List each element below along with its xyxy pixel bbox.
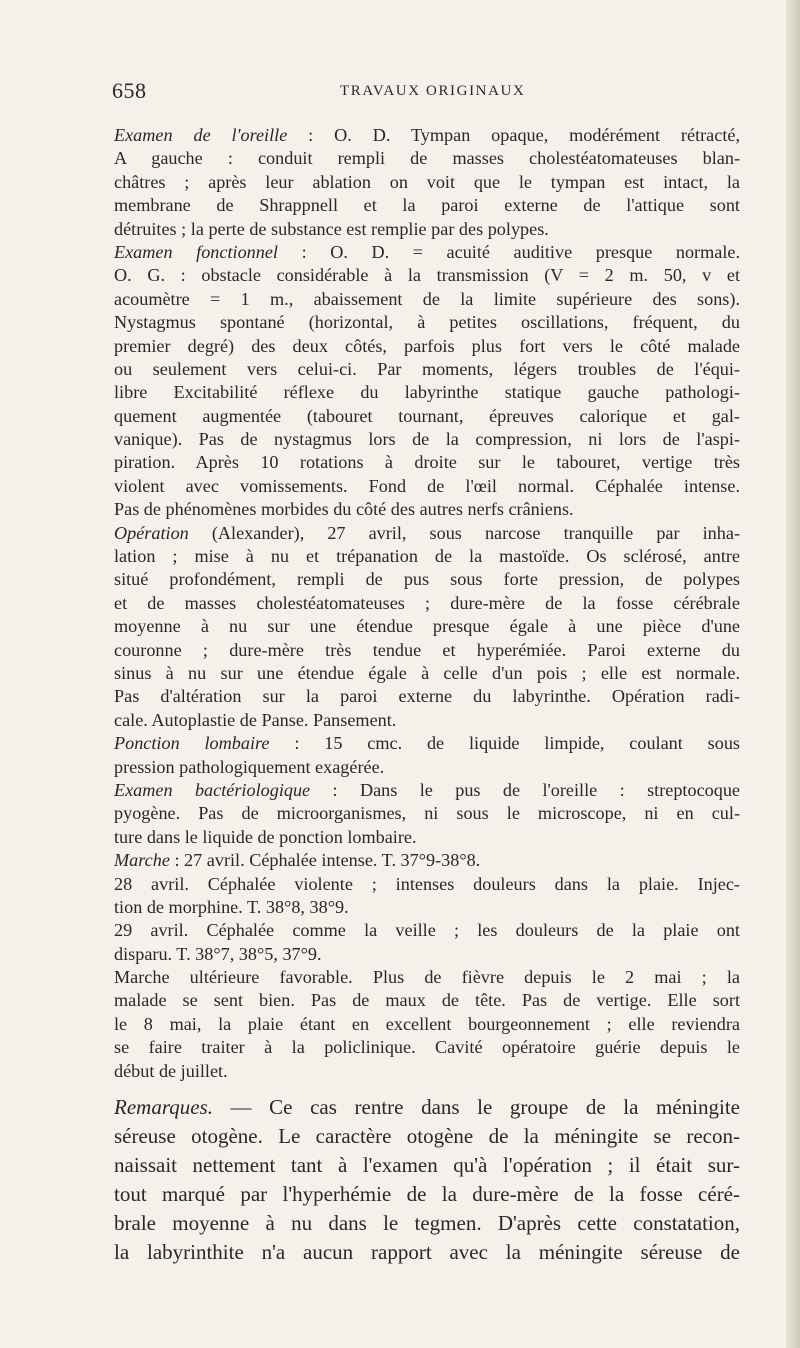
paragraph: [114, 241, 740, 522]
line-text: : O. D. Tympan opaque, modérément rétracté,: [287, 125, 740, 145]
line-text: A gauche : conduit rempli de masses cholestéatomateuses blan-: [114, 148, 740, 169]
text-line: [114, 826, 740, 849]
text-line: [114, 779, 740, 802]
line-text: moyenne à nu sur une étendue presque égale à une pièce d'une: [114, 616, 740, 637]
text-line: [114, 381, 740, 404]
line-text: brale moyenne à nu dans le tegmen. D'après cette constatation,: [114, 1211, 740, 1236]
paragraph: [114, 779, 740, 849]
section-lead: Remarques.: [114, 1095, 213, 1120]
text-line: [114, 943, 740, 966]
line-text: vanique). Pas de nystagmus lors de la compression, ni lors de l'aspi-: [114, 429, 740, 450]
text-line: [114, 639, 740, 662]
text-line: [114, 919, 740, 942]
text-line: [114, 475, 740, 498]
line-text: piration. Après 10 rotations à droite sur le tabouret, vertige très: [114, 452, 740, 473]
paragraph: [114, 124, 740, 241]
line-text: pression pathologiquement exagérée.: [114, 756, 385, 777]
section-lead: Ponction lombaire: [114, 733, 270, 754]
text-line: [114, 358, 740, 381]
text-line: [114, 1209, 740, 1238]
line-text: détruites ; la perte de substance est remplie par des polypes.: [114, 218, 549, 239]
text-line: [114, 1093, 740, 1122]
line-text: premier degré) des deux côtés, parfois plus fort vers le côté malade: [114, 335, 740, 356]
line-text: Nystagmus spontané (horizontal, à petites oscillations, fréquent, du: [114, 312, 740, 333]
page-number: 658: [112, 78, 147, 103]
line-text: : 27 avril. Céphalée intense. T. 37°9-38°8.: [169, 850, 481, 871]
line-text: châtres ; après leur ablation on voit que le tympan est intact, la: [114, 171, 740, 192]
text-line: [114, 568, 740, 591]
text-line: [114, 522, 740, 545]
line-text: ou seulement vers celui-ci. Par moments, légers troubles de l'équi-: [114, 358, 740, 379]
text-line: [114, 405, 740, 428]
paragraph: [114, 966, 740, 1083]
paragraph: [114, 873, 740, 920]
line-text: tion de morphine. T. 38°8, 38°9.: [114, 896, 349, 917]
section-lead: Marche: [114, 850, 170, 871]
paragraph: [114, 849, 740, 872]
text-line: [114, 1036, 740, 1059]
line-text: membrane de Shrappnell et la paroi externe de l'attique sont: [114, 195, 740, 216]
text-line: [114, 709, 740, 732]
line-text: — Ce cas rentre dans le groupe de la méningite: [212, 1095, 740, 1120]
line-text: début de juillet.: [114, 1060, 228, 1081]
line-text: Marche ultérieure favorable. Plus de fièvre depuis le 2 mai ; la: [114, 967, 740, 988]
page-header: [112, 78, 722, 108]
line-text: acoumètre = 1 m., abaissement de la limite supérieure des sons).: [114, 288, 740, 309]
text-line: [114, 428, 740, 451]
line-text: quement augmentée (tabouret tournant, épreuves calorique et gal-: [114, 405, 740, 426]
section-lead: Examen bactériologique: [114, 779, 311, 800]
text-line: [114, 896, 740, 919]
text-line: [114, 756, 740, 779]
paragraph: [114, 919, 740, 966]
paragraph: [114, 732, 740, 779]
text-line: [114, 1238, 740, 1267]
text-line: [114, 311, 740, 334]
line-text: : O. D. = acuité auditive presque normale.: [277, 241, 740, 262]
line-text: naissait nettement tant à l'examen qu'à l'opération ; il était sur-: [114, 1153, 740, 1178]
text-line: [114, 498, 740, 521]
body-text: [114, 124, 740, 1267]
text-line: [114, 1180, 740, 1209]
line-text: et de masses cholestéatomateuses ; dure-mère de la fosse cérébrale: [114, 592, 740, 613]
running-title: TRAVAUX ORIGINAUX: [340, 83, 526, 99]
text-line: [114, 241, 740, 264]
paragraph: [114, 522, 740, 733]
text-line: [114, 966, 740, 989]
remarks-paragraph: [114, 1093, 740, 1267]
text-line: [114, 873, 740, 896]
line-text: malade se sent bien. Pas de maux de tête. Pas de vertige. Elle sort: [114, 990, 740, 1011]
line-text: disparu. T. 38°7, 38°5, 37°9.: [114, 943, 322, 964]
page-edge: [786, 0, 800, 1348]
line-text: la labyrinthite n'a aucun rapport avec la méningite séreuse de: [114, 1240, 740, 1265]
text-line: [114, 147, 740, 170]
line-text: (Alexander), 27 avril, sous narcose tranquille par inha-: [188, 522, 740, 543]
text-line: [114, 264, 740, 287]
line-text: tout marqué par l'hyperhémie de la dure-mère de la fosse céré-: [114, 1182, 740, 1207]
text-line: [114, 732, 740, 755]
text-line: [114, 615, 740, 638]
text-line: [114, 335, 740, 358]
text-line: [114, 218, 740, 241]
section-lead: Opération: [114, 522, 189, 543]
line-text: se faire traiter à la policlinique. Cavité opératoire guérie depuis le: [114, 1037, 740, 1058]
text-line: [114, 1013, 740, 1036]
text-line: [114, 849, 740, 872]
text-line: [114, 545, 740, 568]
line-text: sinus à nu sur une étendue égale à celle d'un pois ; elle est normale.: [114, 662, 740, 683]
text-line: [114, 288, 740, 311]
line-text: ture dans le liquide de ponction lombaire.: [114, 826, 417, 847]
line-text: couronne ; dure-mère très tendue et hyperémiée. Paroi externe du: [114, 639, 740, 660]
text-line: [114, 685, 740, 708]
text-line: [114, 1060, 740, 1083]
line-text: libre Excitabilité réflexe du labyrinthe statique gauche pathologi-: [114, 382, 740, 403]
line-text: cale. Autoplastie de Panse. Pansement.: [114, 709, 397, 730]
line-text: séreuse otogène. Le caractère otogène de la méningite se recon-: [114, 1124, 740, 1149]
text-line: [114, 662, 740, 685]
line-text: lation ; mise à nu et trépanation de la mastoïde. Os sclérosé, antre: [114, 546, 740, 567]
section-lead: Examen de l'oreille: [114, 125, 288, 145]
section-lead: Examen fonctionnel: [114, 241, 278, 262]
line-text: Pas de phénomènes morbides du côté des autres nerfs crâniens.: [114, 499, 574, 520]
text-line: [114, 124, 740, 147]
line-text: 29 avril. Céphalée comme la veille ; les douleurs de la plaie ont: [114, 920, 740, 941]
line-text: O. G. : obstacle considérable à la transmission (V = 2 m. 50, v et: [114, 265, 740, 286]
text-line: [114, 592, 740, 615]
text-line: [114, 451, 740, 474]
line-text: pyogène. Pas de microorganismes, ni sous le microscope, ni en cul-: [114, 803, 740, 824]
line-text: 28 avril. Céphalée violente ; intenses douleurs dans la plaie. Injec-: [114, 873, 740, 894]
text-line: [114, 1151, 740, 1180]
line-text: le 8 mai, la plaie étant en excellent bourgeonnement ; elle reviendra: [114, 1013, 740, 1034]
line-text: : Dans le pus de l'oreille : streptocoque: [310, 779, 740, 800]
text-line: [114, 1122, 740, 1151]
line-text: situé profondément, rempli de pus sous forte pression, de polypes: [114, 569, 740, 590]
line-text: violent avec vomissements. Fond de l'œil normal. Céphalée intense.: [114, 475, 740, 496]
text-line: [114, 989, 740, 1012]
line-text: : 15 cmc. de liquide limpide, coulant sous: [269, 733, 740, 754]
text-line: [114, 194, 740, 217]
text-line: [114, 802, 740, 825]
text-line: [114, 171, 740, 194]
line-text: Pas d'altération sur la paroi externe du labyrinthe. Opération radi-: [114, 686, 740, 707]
